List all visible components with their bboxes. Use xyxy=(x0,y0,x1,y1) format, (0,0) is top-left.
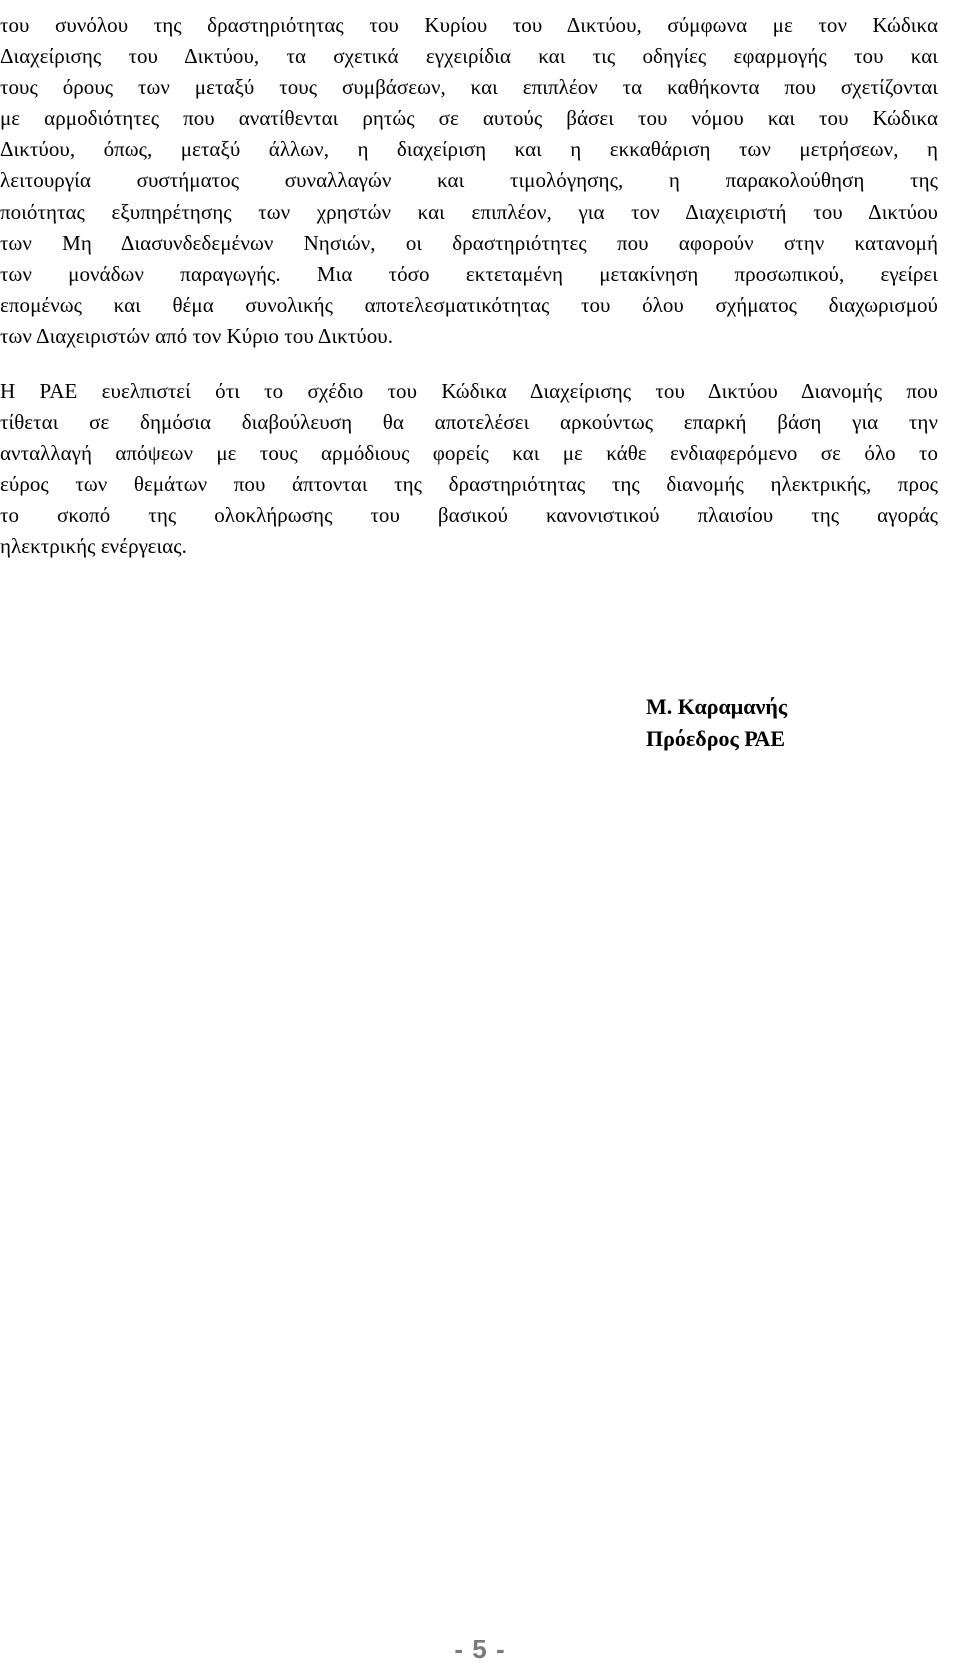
paragraph-network-operator-separation xyxy=(0,10,938,352)
signatory-name: Μ. Καραμανής xyxy=(646,694,788,719)
text-line: των Μη Διασυνδεδεμένων Νησιών, οι δραστηριότητες που αφορούν στην κατανομή xyxy=(0,230,938,255)
text-line: του συνόλου της δραστηριότητας του Κυρίου του Δικτύου, σύμφωνα με τον Κώδικα xyxy=(0,13,938,37)
text-line: Δικτύου, όπως, μεταξύ άλλων, η διαχείριση και η εκκαθάριση των μετρήσεων, η xyxy=(0,137,938,162)
paragraph-consultation-closing xyxy=(0,376,938,563)
text-line: τους όρους των μεταξύ τους συμβάσεων, και επιπλέον τα καθήκοντα που σχετίζονται xyxy=(0,75,938,100)
text-line: ανταλλαγή απόψεων με τους αρμόδιους φορείς και με κάθε ενδιαφερόμενο σε όλο το xyxy=(0,441,938,466)
signature-block xyxy=(646,691,787,755)
text-line: λειτουργία συστήματος συναλλαγών και τιμολόγησης, η παρακολούθηση της xyxy=(0,168,938,193)
page-number: - 5 - xyxy=(454,1634,506,1664)
text-line: το σκοπό της ολοκλήρωσης του βασικού κανονιστικού πλαισίου της αγοράς xyxy=(0,503,938,528)
text-line: Η ΡΑΕ ευελπιστεί ότι το σχέδιο του Κώδικα Διαχείρισης του Δικτύου Διανομής που xyxy=(0,379,938,403)
text-line: εύρος των θεμάτων που άπτονται της δραστηριότητας της διανομής ηλεκτρικής, προς xyxy=(0,472,938,497)
text-line: των μονάδων παραγωγής. Μια τόσο εκτεταμένη μετακίνηση προσωπικού, εγείρει xyxy=(0,261,938,286)
text-line: επομένως και θέμα συνολικής αποτελεσματικότητας του όλου σχήματος διαχωρισμού xyxy=(0,292,938,317)
text-line: με αρμοδιότητες που ανατίθενται ρητώς σε αυτούς βάσει του νόμου και του Κώδικα xyxy=(0,106,938,131)
text-line: ηλεκτρικής ενέργειας. xyxy=(0,534,187,559)
text-line: τίθεται σε δημόσια διαβούλευση θα αποτελέσει αρκούντως επαρκή βάση για την xyxy=(0,410,938,435)
text-line: των Διαχειριστών από τον Κύριο του Δικτύου. xyxy=(0,323,394,348)
text-line: Διαχείρισης του Δικτύου, τα σχετικά εγχειρίδια και τις οδηγίες εφαρμογής του και xyxy=(0,44,938,69)
text-line: ποιότητας εξυπηρέτησης των χρηστών και επιπλέον, για τον Διαχειριστή του Δικτύου xyxy=(0,199,938,224)
signatory-title: Πρόεδρος ΡΑΕ xyxy=(646,726,786,751)
